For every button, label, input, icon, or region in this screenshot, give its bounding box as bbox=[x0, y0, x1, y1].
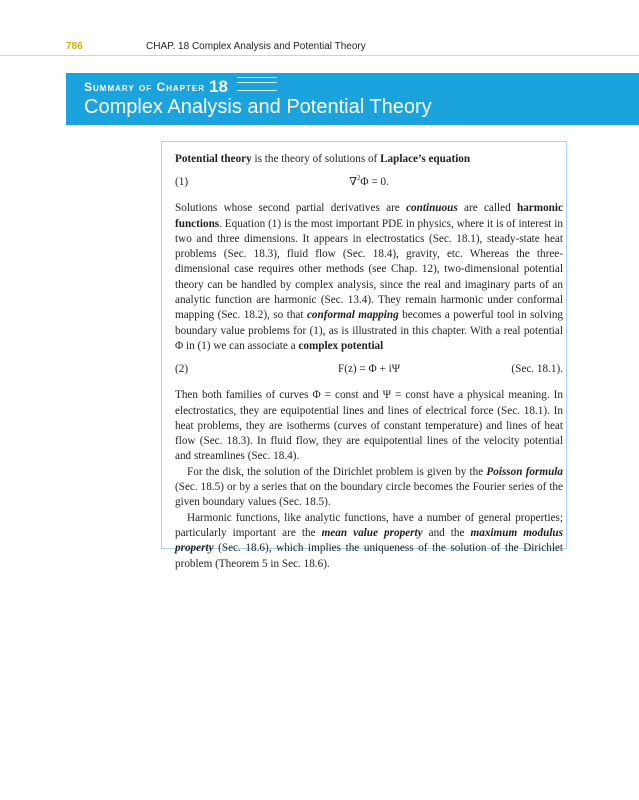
term-poisson-formula: Poisson formula bbox=[486, 465, 563, 478]
equation-1-number: (1) bbox=[175, 176, 189, 189]
term-potential-theory: Potential theory bbox=[175, 153, 252, 165]
equation-1 bbox=[175, 175, 563, 191]
summary-label: Summary of Chapter bbox=[84, 80, 206, 94]
header-rule bbox=[0, 55, 639, 56]
equation-2-reference: (Sec. 18.1). bbox=[511, 363, 563, 376]
paragraph-1: Solutions whose second partial derivatives are continuous are called harmonic functions. Equation (1) is the most important PDE in physics, where it is of interest in two and three dimensions. It appears in electrostatics (Sec. 18.1), steady-state heat problems (Sec. 18.3), fluid flow (Sec. 18.4), gravity, etc. Whereas the three-dimensional case requires other methods (see Chap. 12), two-dimensional potential theory can be handled by complex analysis, since the real and imaginary parts of an analytic function are harmonic (Sec. 13.4). They remain harmonic under conformal mapping (Sec. 18.2), so that conformal mapping becomes a powerful tool in solving boundary value problems for (1), as is illustrated in this chapter. With a real potential Φ in (1) we can associate a complex potential bbox=[175, 202, 564, 352]
equation-2 bbox=[175, 362, 563, 378]
equation-2-body: F(z) = Φ + iΨ bbox=[338, 363, 400, 376]
term-maximum-modulus-property: maximum modulus property bbox=[175, 526, 563, 555]
intro-paragraph bbox=[175, 152, 563, 167]
summary-heading bbox=[84, 76, 228, 96]
page-number: 786 bbox=[66, 41, 83, 52]
chapter-title: Complex Analysis and Potential Theory bbox=[84, 96, 432, 118]
running-head: CHAP. 18 Complex Analysis and Potential Theory bbox=[146, 41, 366, 52]
equation-2-number: (2) bbox=[175, 363, 189, 376]
term-conformal-mapping: conformal mapping bbox=[306, 309, 399, 322]
term-complex-potential: complex potential bbox=[298, 339, 384, 352]
summary-content bbox=[175, 152, 563, 572]
term-laplace-equation: Laplace’s equation bbox=[380, 153, 471, 165]
equation-1-body: ∇$^2$Φ = 0. bbox=[349, 174, 389, 189]
chapter-number: 18 bbox=[209, 77, 228, 96]
term-harmonic-functions: harmonic functions bbox=[175, 202, 563, 230]
banner-decorative-rules bbox=[237, 77, 277, 91]
paragraph-3: For the disk, the solution of the Dirichlet problem is given by the Poisson formula (Sec. 18.5) or by a series that on the boundary circle becomes the Fourier series of the given boundary values (Sec. 18.5). bbox=[175, 465, 563, 509]
term-continuous: continuous bbox=[406, 202, 458, 215]
paragraph-2: Then both families of curves Φ = const and Ψ = const have a physical meaning. In electrostatics, they are equipotential lines and lines of electrical force (Sec. 18.1). In heat problems, they are isotherms (curves of constant temperature) and lines of heat flow (Sec. 18.3). In fluid flow, they are equipotential lines of the velocity potential and streamlines (Sec. 18.4). bbox=[175, 389, 563, 463]
paragraph-4: Harmonic functions, like analytic functions, have a number of general properties; particularly important are the mean value property and the maximum modulus property (Sec. 18.6), which implies the uniqueness of the solution of the Dirichlet problem (Theorem 5 in Sec. 18.6). bbox=[175, 511, 563, 570]
term-mean-value-property: mean value property bbox=[321, 526, 423, 539]
intro-text: is the theory of solutions of bbox=[251, 153, 381, 165]
